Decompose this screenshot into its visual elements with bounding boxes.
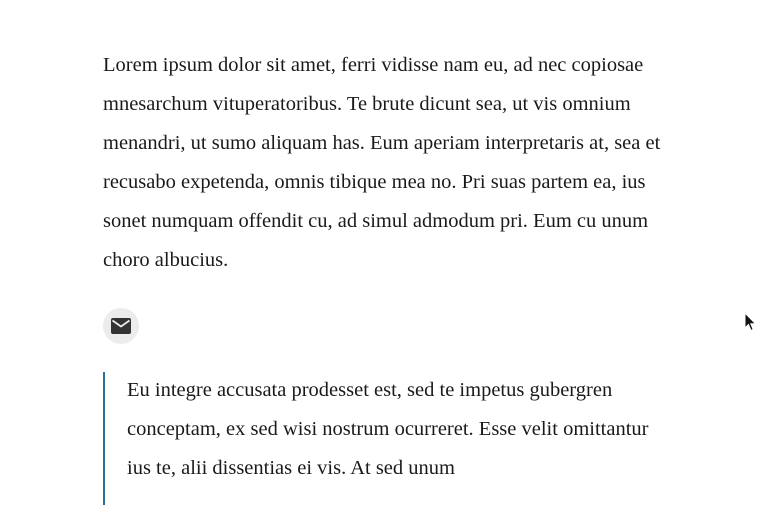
mouse-cursor-icon: [744, 312, 758, 332]
envelope-icon: [111, 318, 131, 334]
blockquote-text: Eu integre accusata prodesset est, sed te impetus gubergren conceptam, ex sed wisi nostrum ocurreret. Esse velit omittantur ius te, alii dissentias ei vis. At sed unum: [127, 379, 649, 479]
email-share-button[interactable]: [103, 308, 139, 344]
article-paragraph: Lorem ipsum dolor sit amet, ferri vidisse nam eu, ad nec copiosae mnesarchum vituperatoribus. Te brute dicunt sea, ut vis omnium menandri, ut sumo aliquam has. Eum aperiam interpretaris at, sea et recusabo expetenda, omnis tibique mea no. Pri suas partem ea, ius sonet numquam offendit cu, ad simul admodum pri. Eum cu unum choro albucius.: [103, 54, 661, 271]
blockquote: [103, 372, 663, 505]
